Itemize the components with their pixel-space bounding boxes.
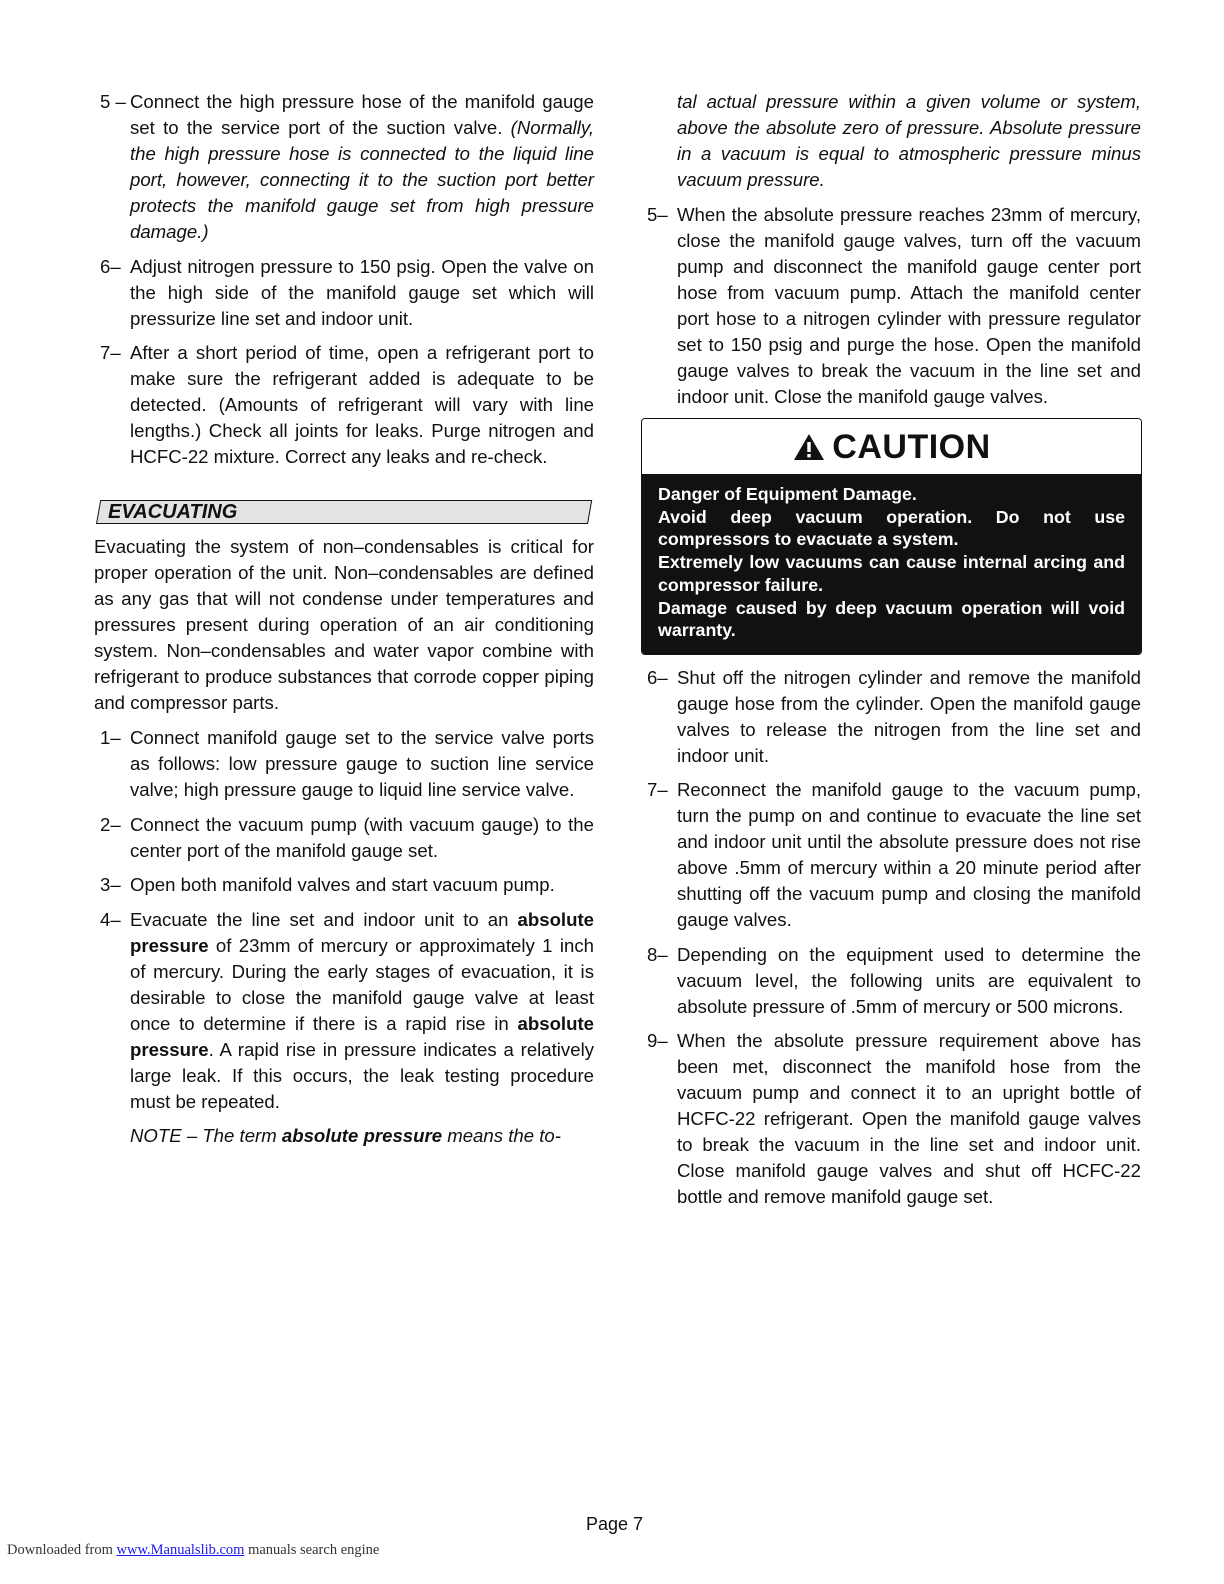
step-text: Connect the vacuum pump (with vacuum gauge) to the center port of the manifold gauge set.	[130, 813, 594, 861]
list-item-7	[94, 340, 594, 470]
step-number: 1–	[100, 727, 121, 748]
right-column	[641, 89, 1141, 1219]
step-text: Depending on the equipment used to determine the vacuum level, the following units are equivalent to absolute pressure of .5mm of mercury or 500 microns.	[677, 943, 1141, 1017]
step-4	[94, 907, 594, 1115]
left-column	[94, 89, 594, 1158]
download-footer: Downloaded from www.Manualslib.com manuals search engine	[7, 1542, 380, 1558]
caution-line: Danger of Equipment Damage.	[658, 484, 917, 504]
term-absolute-pressure: absolute pressure	[130, 908, 594, 956]
step-text: When the absolute pressure reaches 23mm of mercury, close the manifold gauge valves, turn off the vacuum pump and disconnect the manifold gauge center port hose from vacuum pump. Attach the manifold center port hose to a nitrogen cylinder with pressure regulator set to 150 psig and purge the hose. Open the manifold gauge valves to break the vacuum in the line set and indoor unit. Close the manifold gauge valves.	[677, 203, 1141, 407]
manualslib-link[interactable]: www.Manualslib.com	[116, 1542, 245, 1558]
list-item-5	[94, 89, 594, 245]
section-title: EVACUATING	[108, 501, 238, 523]
item-number: 7–	[100, 342, 121, 363]
note-continuation: tal actual pressure within a given volume or system, above the absolute zero of pressure. Absolute pressure in a vacuum is equal to atmospheric pressure minus vacuum pressure.	[677, 91, 1141, 190]
note-paragraph: NOTE – The term absolute pressure means the to-	[130, 1125, 561, 1146]
item-number: 5 –	[100, 91, 126, 112]
step-text: Connect manifold gauge set to the service valve ports as follows: low pressure gauge to suction line service valve; high pressure gauge to liquid line service valve.	[130, 727, 594, 800]
step-text: Open both manifold valves and start vacuum pump.	[130, 874, 555, 895]
step-2	[94, 812, 594, 864]
step-3	[94, 872, 594, 898]
caution-box	[641, 418, 1142, 655]
step-number: 9–	[647, 1030, 668, 1052]
step-1	[94, 725, 594, 803]
warning-triangle-icon	[792, 432, 826, 462]
caution-line: Avoid deep vacuum operation. Do not use compressors to evacuate a system.	[658, 506, 1125, 550]
item-text: Connect the high pressure hose of the manifold gauge set to the service port of the suction valve. (Normally, the high pressure hose is connected to the liquid line port, however, connecting it to the suction port better protects the manifold gauge set from high pressure damage.)	[130, 91, 594, 242]
item-text: Adjust nitrogen pressure to 150 psig. Open the valve on the high side of the manifold gauge set which will pressurize line set and indoor unit.	[130, 255, 594, 329]
step-number: 8–	[647, 943, 668, 965]
step-9	[641, 1028, 1141, 1210]
item-text: After a short period of time, open a refrigerant port to make sure the refrigerant added is adequate to be detected. (Amounts of refrigerant will vary with line lengths.) Check all joints for leaks. Purge nitrogen and HCFC-22 mixture. Correct any leaks and re-check.	[130, 342, 594, 467]
step-number: 3–	[100, 874, 121, 895]
step-6	[641, 665, 1141, 769]
step-number: 5–	[647, 203, 668, 225]
step-number: 7–	[647, 779, 668, 801]
caution-title: CAUTION	[832, 427, 991, 466]
step-7	[641, 777, 1141, 933]
list-item-6	[94, 254, 594, 332]
step-number: 4–	[100, 908, 121, 930]
item-italic-note: (Normally, the high pressure hose is connected to the liquid line port, however, connecting it to the suction port better protects the manifold gauge set from high pressure damage.)	[130, 117, 594, 242]
step-number: 6–	[647, 666, 668, 688]
caution-line: Damage caused by deep vacuum operation will void warranty.	[658, 597, 1125, 641]
page-number: Page 7	[586, 1514, 644, 1534]
step-8	[641, 942, 1141, 1020]
term-absolute-pressure: absolute pressure	[130, 1012, 594, 1060]
caution-header	[642, 419, 1141, 475]
note-term: absolute pressure	[281, 1125, 443, 1146]
step-number: 2–	[100, 813, 121, 835]
caution-body	[642, 475, 1141, 654]
intro-paragraph: Evacuating the system of non–condensables is critical for proper operation of the unit. Non–condensables are defined as any gas that will not condense under temperatures and pressures present during operation of an air conditioning system. Non–condensables and water vapor combine with refrigerant to produce substances that corrode copper piping and compressor parts.	[94, 536, 594, 713]
caution-line: Extremely low vacuums can cause internal arcing and compressor failure.	[658, 552, 1125, 595]
item-number: 6–	[100, 255, 121, 277]
step-text: Shut off the nitrogen cylinder and remove the manifold gauge hose from the cylinder. Open the manifold gauge valves to release the nitrogen from the line set and indoor unit.	[677, 666, 1141, 766]
step-5	[641, 202, 1141, 410]
step-text: Reconnect the manifold gauge to the vacuum pump, turn the pump on and continue to evacuate the line set and indoor unit until the absolute pressure does not rise above .5mm of mercury within a 20 minute period after shutting off the vacuum pump and closing the manifold gauge valves.	[677, 779, 1141, 931]
step-text: Evacuate the line set and indoor unit to an absolute pressure of 23mm of mercury or approximately 1 inch of mercury. During the early stages of evacuation, it is desirable to close the manifold gauge valve at least once to determine if there is a rapid rise in absolute pressure. A rapid rise in pressure indicates a relatively large leak. If this occurs, the leak testing procedure must be repeated.	[130, 908, 594, 1112]
step-text: When the absolute pressure requirement above has been met, disconnect the manifold hose from the vacuum pump and connect it to an upright bottle of HCFC-22 refrigerant. Open the manifold gauge valves to break the vacuum in the line set and indoor unit. Close manifold gauge valves and shut off HCFC-22 bottle and remove manifold gauge set.	[677, 1030, 1141, 1208]
section-heading	[94, 500, 594, 524]
